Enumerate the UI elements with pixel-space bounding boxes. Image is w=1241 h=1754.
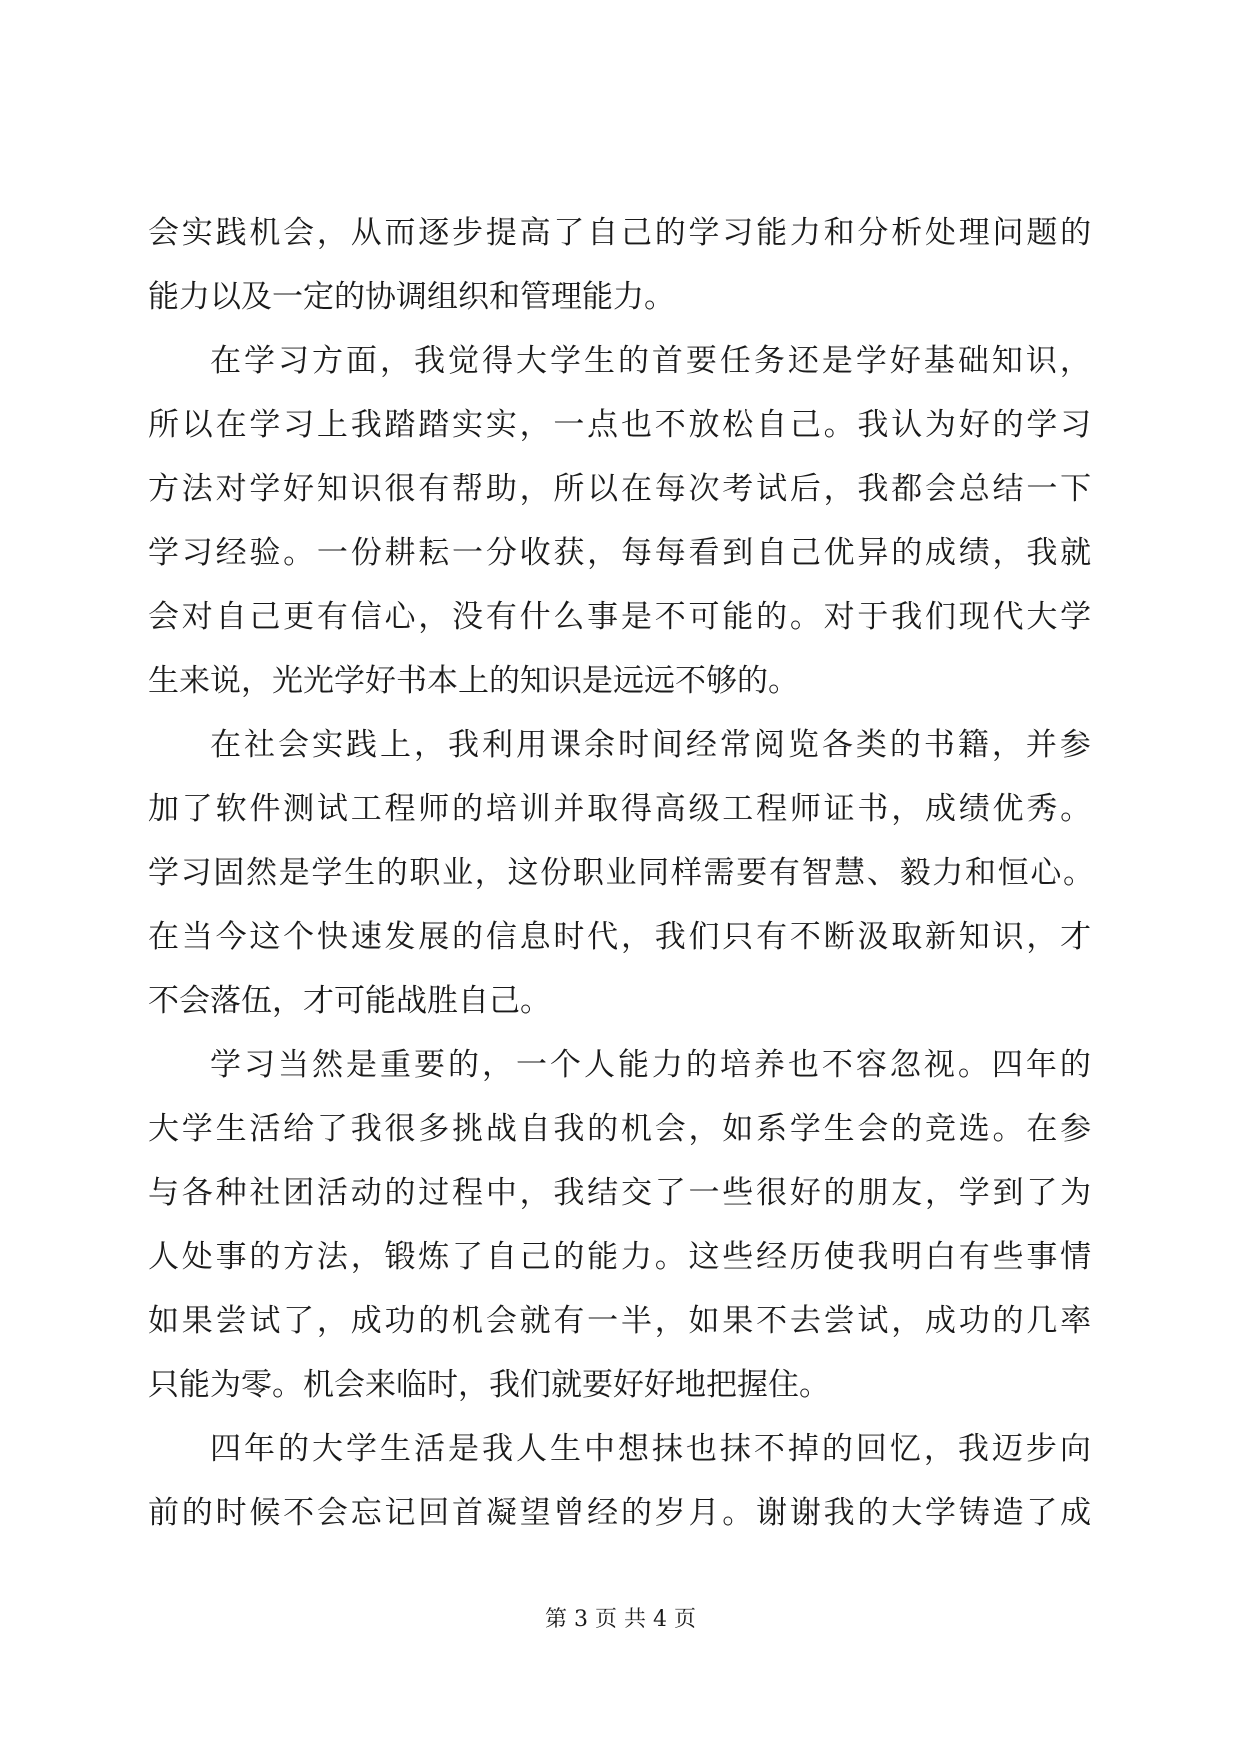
text-line-content: 方法对学好知识很有帮助，所以在每次考试后，我都会总结一下	[148, 471, 1094, 507]
text-line	[0, 265, 1241, 329]
text-line	[0, 1353, 1241, 1417]
text-line-content: 不会落伍，才可能战胜自己。	[148, 983, 551, 1019]
paragraph-first-line	[0, 1417, 1241, 1481]
text-line-content: 学习当然是重要的，一个人能力的培养也不容忽视。四年的	[210, 1047, 1094, 1083]
text-line	[0, 841, 1241, 905]
text-line	[0, 457, 1241, 521]
text-line	[0, 969, 1241, 1033]
paragraph-first-line	[0, 329, 1241, 393]
text-line-content: 会对自己更有信心，没有什么事是不可能的。对于我们现代大学	[148, 599, 1094, 635]
text-line-content: 在社会实践上，我利用课余时间经常阅览各类的书籍，并参	[210, 727, 1094, 763]
paragraph-first-line	[0, 1033, 1241, 1097]
text-line-content: 在学习方面，我觉得大学生的首要任务还是学好基础知识，	[210, 343, 1094, 379]
text-line-content: 学习固然是学生的职业，这份职业同样需要有智慧、毅力和恒心。	[148, 855, 1096, 891]
text-line-content: 与各种社团活动的过程中，我结交了一些很好的朋友，学到了为	[148, 1175, 1094, 1211]
text-line-content: 在当今这个快速发展的信息时代，我们只有不断汲取新知识，才	[148, 919, 1094, 955]
text-line-content: 会实践机会，从而逐步提高了自己的学习能力和分析处理问题的	[148, 215, 1094, 251]
text-line	[0, 521, 1241, 585]
page-number-footer: 第 3 页 共 4 页	[545, 1607, 696, 1632]
text-line	[0, 1097, 1241, 1161]
text-line-content: 前的时候不会忘记回首凝望曾经的岁月。谢谢我的大学铸造了成	[148, 1495, 1094, 1531]
text-line-content: 四年的大学生活是我人生中想抹也抹不掉的回忆，我迈步向	[210, 1431, 1094, 1467]
text-line	[0, 1289, 1241, 1353]
text-line	[0, 1481, 1241, 1545]
text-line	[0, 585, 1241, 649]
text-line-content: 生来说，光光学好书本上的知识是远远不够的。	[148, 663, 799, 699]
text-line-content: 学习经验。一份耕耘一分收获，每每看到自己优异的成绩，我就	[148, 535, 1094, 571]
text-line-content: 能力以及一定的协调组织和管理能力。	[148, 279, 675, 315]
text-line-content: 人处事的方法，锻炼了自己的能力。这些经历使我明白有些事情	[148, 1239, 1094, 1275]
paragraph-first-line	[0, 713, 1241, 777]
text-line	[0, 1225, 1241, 1289]
text-line	[0, 649, 1241, 713]
text-line-content: 大学生活给了我很多挑战自我的机会，如系学生会的竞选。在参	[148, 1111, 1094, 1147]
text-line-content: 加了软件测试工程师的培训并取得高级工程师证书，成绩优秀。	[148, 791, 1094, 827]
text-line	[0, 393, 1241, 457]
text-line	[0, 905, 1241, 969]
text-line	[0, 777, 1241, 841]
text-line	[0, 1161, 1241, 1225]
text-line-content: 所以在学习上我踏踏实实，一点也不放松自己。我认为好的学习	[148, 407, 1094, 443]
text-line-content: 如果尝试了，成功的机会就有一半，如果不去尝试，成功的几率	[148, 1303, 1094, 1339]
text-line-content: 只能为零。机会来临时，我们就要好好地把握住。	[148, 1367, 830, 1403]
text-line	[0, 201, 1241, 265]
